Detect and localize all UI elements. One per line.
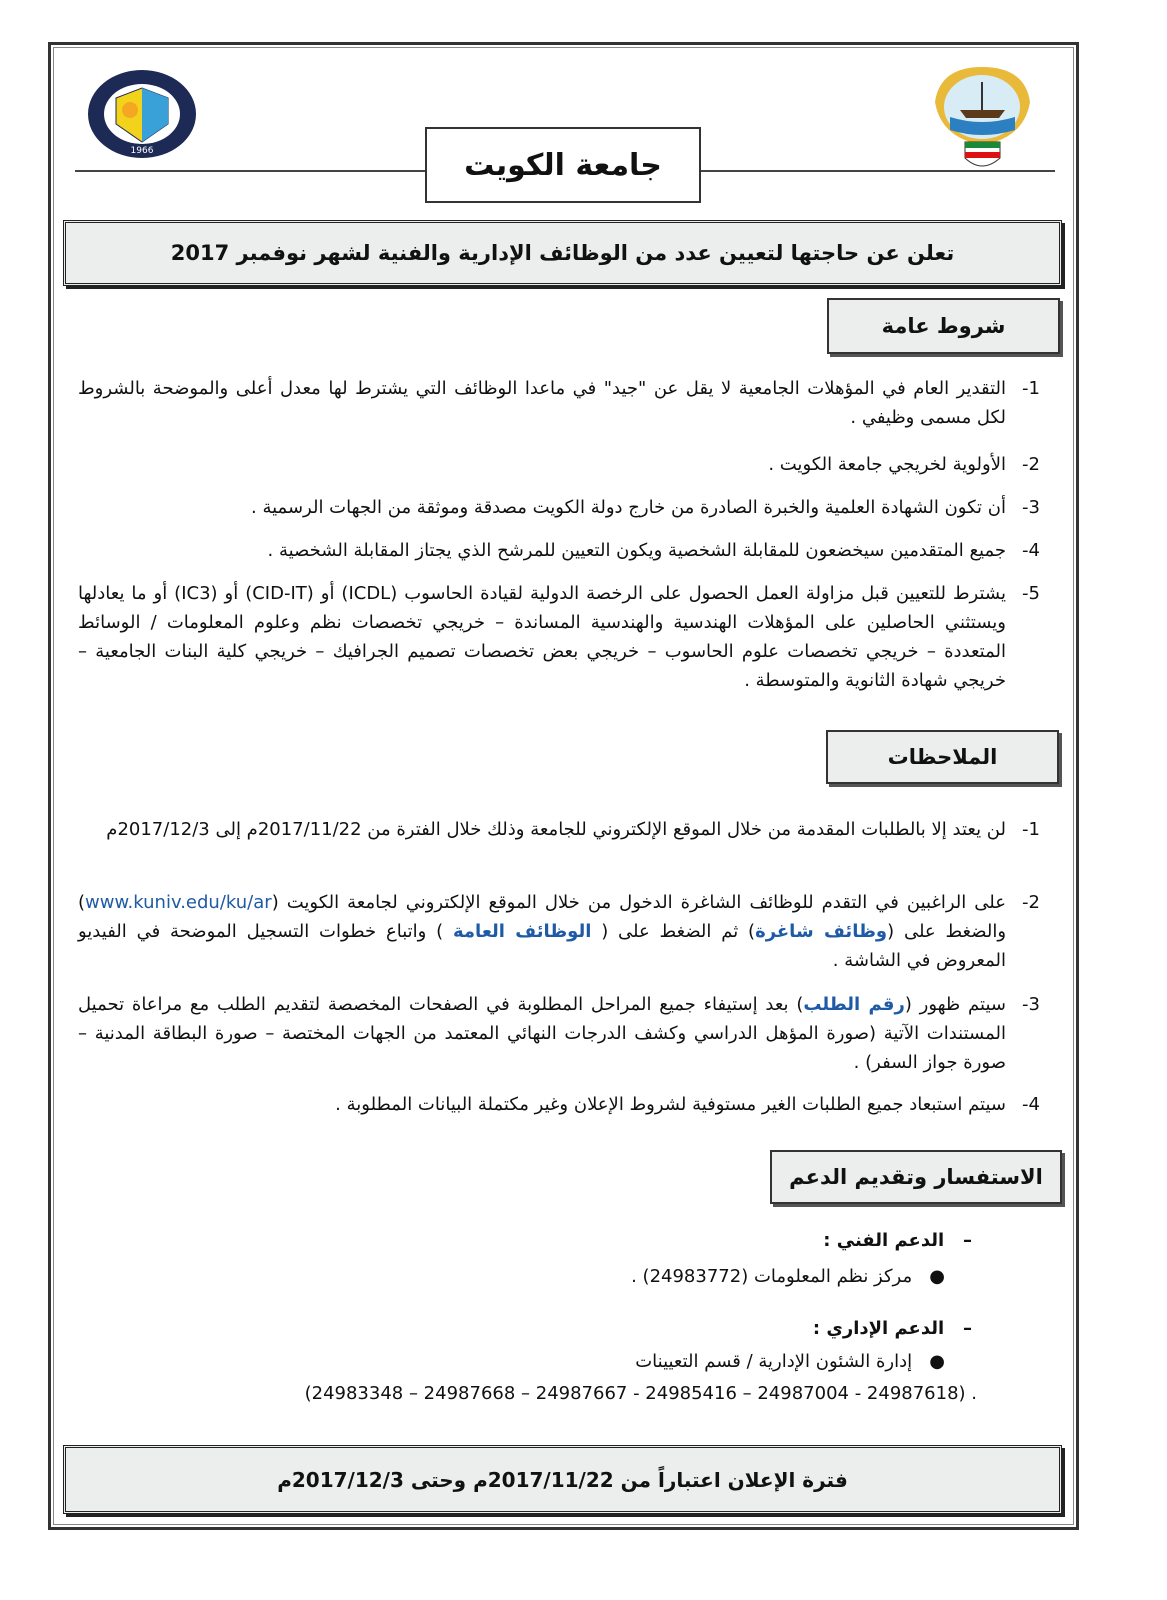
- item-text: لن يعتد إلا بالطلبات المقدمة من خلال الموقع الإلكتروني للجامعة وذلك خلال الفترة من 2017/11/22م إلى 2017/12/3م: [106, 819, 1006, 840]
- condition-item: [78, 493, 1040, 522]
- item-text: يشترط للتعيين قبل مزاولة العمل الحصول على الرخصة الدولية لقيادة الحاسوب (ICDL) أو (CID-IT) أو (IC3) أو ما يعادلها ويستثني الحاصلين على المؤهلات الهندسية والهندسية المساندة – خريجي تخصصات نظم وعلوم المعلومات / الوسائط المتعددة – خريجي تخصصات علوم الحاسوب – خريجي بعض تخصصات تصميم الجرافيك – خريجي كلية البنات الجامعية – خريجي شهادة الثانوية والمتوسطة .: [78, 583, 1006, 691]
- bullet-icon: ●: [912, 1351, 945, 1372]
- item-number: 3-: [1022, 994, 1040, 1015]
- label-text: الدعم الفني :: [823, 1230, 945, 1251]
- note-item: [78, 1090, 1040, 1119]
- announcement-period: فترة الإعلان اعتباراً من 2017/11/22م وحتى 2017/12/3م: [63, 1445, 1062, 1514]
- svg-text:1966: 1966: [130, 146, 154, 156]
- admin-support-item: [635, 1347, 945, 1376]
- dash: –: [944, 1230, 972, 1251]
- item-number: 4-: [1022, 1094, 1040, 1115]
- item-text: [78, 888, 1006, 975]
- general-jobs-link[interactable]: الوظائف العامة: [453, 921, 592, 942]
- label-text: الدعم الإداري :: [812, 1318, 945, 1339]
- item-text: التقدير العام في المؤهلات الجامعية لا يقل عن "جيد" في ماعدا الوظائف التي يشترط لها معدل أعلى والموضحة بالشروط لكل مسمى وظيفي .: [78, 378, 1006, 428]
- item-text: [78, 990, 1006, 1077]
- bullet-icon: ●: [912, 1266, 945, 1287]
- item-number: 1-: [1022, 819, 1040, 840]
- item-number: 3-: [1022, 497, 1040, 518]
- text-segment: ) والضغط على (: [78, 892, 1007, 942]
- item-text: مركز نظم المعلومات (24983772) .: [631, 1266, 913, 1287]
- condition-item: [78, 450, 1040, 479]
- item-number: 2-: [1022, 454, 1040, 475]
- text-segment: ) ثم الضغط على (: [591, 921, 756, 942]
- item-text: الأولوية لخريجي جامعة الكويت .: [768, 454, 1006, 475]
- technical-support-item: [631, 1262, 945, 1291]
- general-conditions-heading: شروط عامة: [827, 298, 1060, 354]
- kuwait-university-logo: [86, 68, 198, 160]
- item-number: 1-: [1022, 378, 1040, 399]
- note-item: [78, 888, 1040, 975]
- text-segment: ) بعد إستيفاء جميع المراحل المطلوبة في الصفحات المخصصة لتقديم الطلب مع مراعاة تحميل المستندات الآتية (صورة المؤهل الدراسي وكشف الدرجات النهائي المعتمد من الجهات المختصة – صورة البطاقة المدنية – صورة جواز السفر) .: [78, 994, 1006, 1073]
- item-text: أن تكون الشهادة العلمية والخبرة الصادرة من خارج دولة الكويت مصدقة وموثقة من الجهات الرسمية .: [251, 497, 1006, 518]
- note-item: [78, 815, 1040, 844]
- university-title: جامعة الكويت: [425, 127, 701, 203]
- item-number: 5-: [1022, 583, 1040, 604]
- application-number-label: رقم الطلب: [803, 994, 905, 1015]
- text-segment: ) واتباع خطوات التسجيل الموضحة في الفيديو المعروض في الشاشة .: [78, 921, 1006, 971]
- item-text: سيتم استبعاد جميع الطلبات الغير مستوفية لشروط الإعلان وغير مكتملة البيانات المطلوبة .: [335, 1094, 1006, 1115]
- condition-item: [78, 374, 1040, 432]
- technical-support-label: [823, 1226, 972, 1255]
- announcement-banner: تعلن عن حاجتها لتعيين عدد من الوظائف الإدارية والفنية لشهر نوفمبر 2017: [63, 220, 1062, 286]
- note-item: [78, 990, 1040, 1077]
- item-number: 2-: [1022, 892, 1040, 913]
- condition-item: [78, 579, 1040, 695]
- item-text: إدارة الشئون الإدارية / قسم التعيينات: [635, 1351, 913, 1372]
- support-heading: الاستفسار وتقديم الدعم: [770, 1150, 1062, 1204]
- text-segment: على الراغبين في التقدم للوظائف الشاغرة الدخول من خلال الموقع الإلكتروني لجامعة الكويت (: [271, 892, 1006, 913]
- vacant-jobs-link[interactable]: وظائف شاغرة: [755, 921, 888, 942]
- condition-item: [78, 536, 1040, 565]
- admin-support-label: [813, 1314, 972, 1343]
- state-of-kuwait-emblem: [925, 62, 1040, 174]
- admin-phone-numbers: (24983348 – 24987668 – 24987667 - 24985416 – 24987004 - 24987618) .: [304, 1383, 977, 1404]
- dash: –: [944, 1318, 972, 1339]
- item-text: جميع المتقدمين سيخضعون للمقابلة الشخصية ويكون التعيين للمرشح الذي يجتاز المقابلة الشخصية .: [267, 540, 1006, 561]
- item-number: 4-: [1022, 540, 1040, 561]
- website-link[interactable]: www.kuniv.edu/ku/ar: [85, 892, 272, 913]
- text-segment: سيتم ظهور (: [904, 994, 1006, 1015]
- notes-heading: الملاحظات: [826, 730, 1059, 784]
